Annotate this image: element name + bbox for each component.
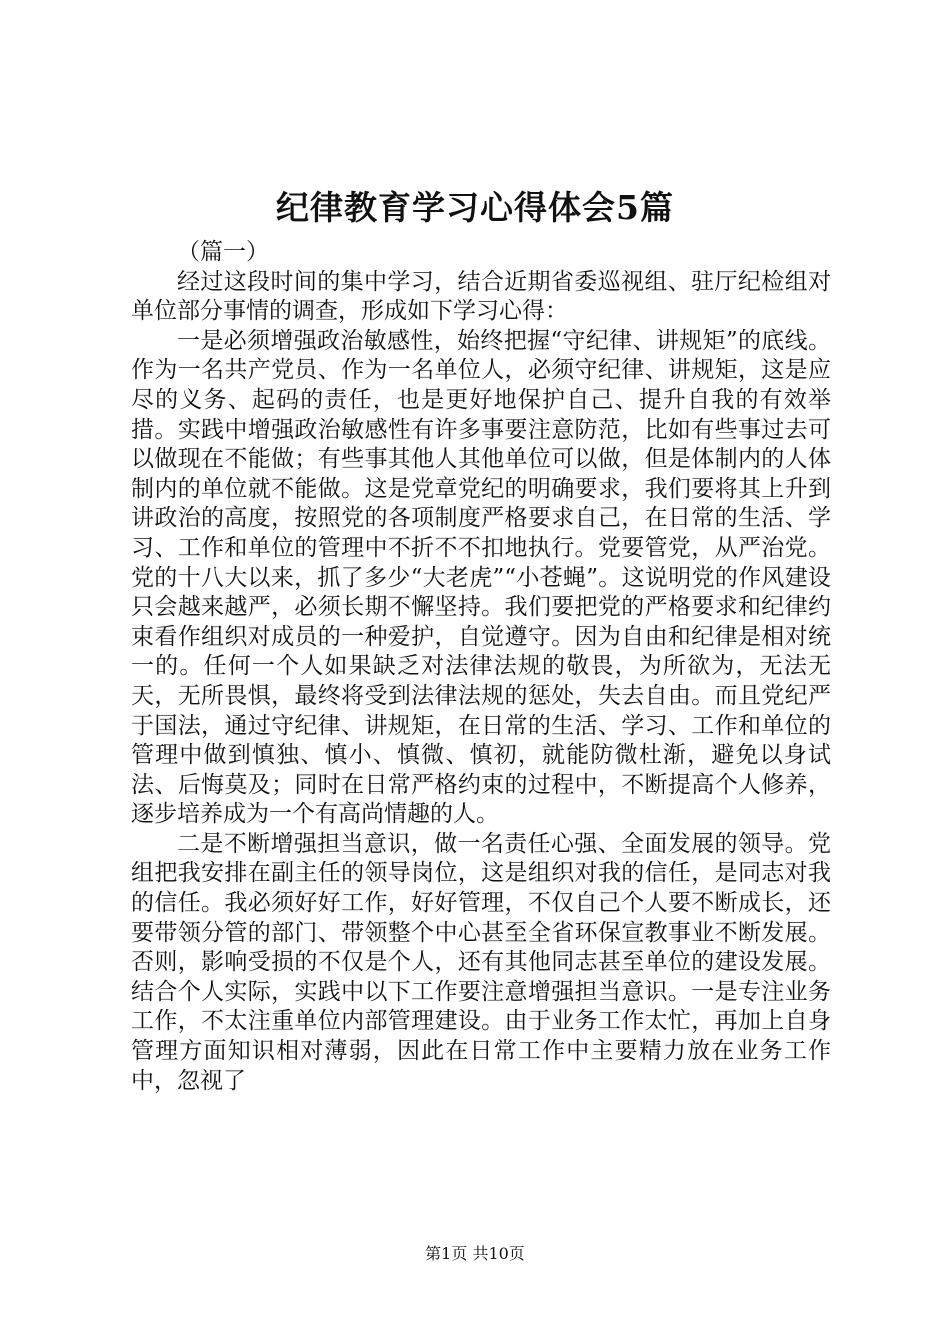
paragraph-intro: 经过这段时间的集中学习，结合近期省委巡视组、驻厅纪检组对单位部分事情的调查，形成如下学习心得：	[131, 268, 831, 325]
document-body	[131, 238, 831, 1096]
paragraph-point-two: 二是不断增强担当意识，做一名责任心强、全面发展的领导。党组把我安排在副主任的领导岗位，这是组织对我的信任，是同志对我的信任。我必须好好工作，好好管理，不仅自己个人要不断成长，还要带领分管的部门、带领整个中心甚至全省环保宣教事业不断发展。否则，影响受损的不仅是个人，还有其他同志甚至单位的建设发展。结合个人实际，实践中以下工作要注意增强担当意识。一是专注业务工作，不太注重单位内部管理建设。由于业务工作太忙，再加上自身管理方面知识相对薄弱，因此在日常工作中主要精力放在业务工作中，忽视了	[131, 830, 831, 1094]
section-label: （篇一）	[177, 239, 269, 265]
paragraph-point-one: 一是必须增强政治敏感性，始终把握“守纪律、讲规矩”的底线。作为一名共产党员、作为一名单位人，必须守纪律、讲规矩，这是应尽的义务、起码的责任，也是更好地保护自己、提升自我的有效举措。实践中增强政治敏感性有许多事要注意防范，比如有些事过去可以做现在不能做；有些事其他人其他单位可以做，但是体制内的人体制内的单位就不能做。这是党章党纪的明确要求，我们要将其上升到讲政治的高度，按照党的各项制度严格要求自己，在日常的生活、学习、工作和单位的管理中不折不不扣地执行。党要管党，从严治党。党的十八大以来，抓了多少“大老虎”“小苍蝇”。这说明党的作风建设只会越来越严，必须长期不懈坚持。我们要把党的严格要求和纪律约束看作组织对成员的一种爱护，自觉遵守。因为自由和纪律是相对统一的。任何一个人如果缺乏对法律法规的敬畏，为所欲为，无法无天，无所畏惧，最终将受到法律法规的惩处，失去自由。而且党纪严于国法，通过守纪律、讲规矩，在日常的生活、学习、工作和单位的管理中做到慎独、慎小、慎微、慎初，就能防微杜渐，避免以身试法、后悔莫及；同时在日常严格约束的过程中，不断提高个人修养，逐步培养成为一个有高尚情趣的人。	[131, 327, 831, 828]
page-footer: 第1页 共10页	[425, 1244, 525, 1263]
document-title: 纪律教育学习心得体会5篇	[276, 188, 674, 227]
